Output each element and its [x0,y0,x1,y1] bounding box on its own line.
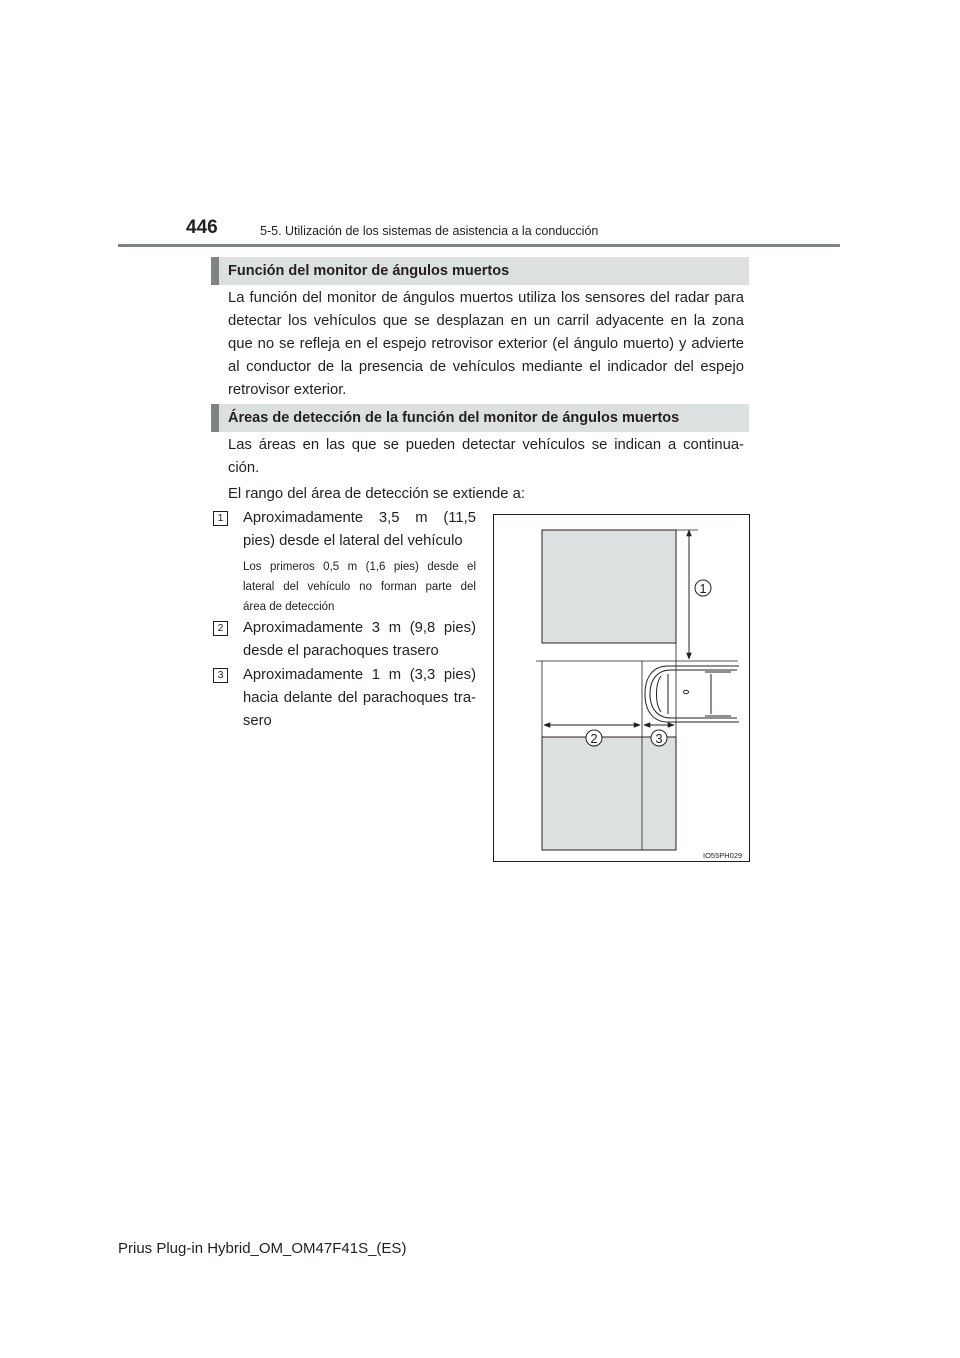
text-line: Aproximadamente 3 m (9,8 pies) [243,620,476,636]
text-line: La función del monitor de ángulos muertos utiliza los sensores del radar para [228,290,744,306]
list-marker-1: 1 [213,511,228,526]
list-item-2 [243,617,476,663]
callout-3-label: 3 [655,731,663,746]
heading-blind-spot-function: Función del monitor de ángulos muertos [211,257,749,285]
list-item-1 [243,507,476,553]
text-line: área de detección [243,601,335,613]
text-line: hacia delante del parachoques tra- [243,690,476,706]
footer-document-id: Prius Plug-in Hybrid_OM_OM47F41S_(ES) [118,1240,407,1257]
text-line: al conductor de la presencia de vehículos mediante el indicador del espejo [228,359,744,375]
list-marker-2: 2 [213,621,228,636]
text-line: Aproximadamente 1 m (3,3 pies) [243,667,476,683]
side-detection-area [542,530,676,643]
text-line: desde el parachoques trasero [243,643,439,659]
text-line: pies) desde el lateral del vehículo [243,533,463,549]
text-line: retrovisor exterior. [228,382,347,398]
diagram-svg [493,514,750,862]
header-rule [118,244,840,247]
callout-2-label: 2 [590,731,598,746]
detection-area-diagram [493,514,750,862]
paragraph-function-description [228,287,744,402]
list-item-3 [243,664,476,733]
paragraph-range [228,483,744,506]
heading-detection-areas: Áreas de detección de la función del monitor de ángulos muertos [211,404,749,432]
callout-1-label: 1 [699,581,707,596]
text-line: Las áreas en las que se pueden detectar vehículos se indican a continua- [228,437,744,453]
text-line: que no se refleja en el espejo retrovisor exterior (el ángulo muerto) y advierte [228,336,744,352]
text-line: sero [243,713,272,729]
rear-detection-area [542,737,676,850]
page-number: 446 [186,217,218,238]
text-line: Aproximadamente 3,5 m (11,5 [243,510,476,526]
text-line: detectar los vehículos que se desplazan en un carril adyacente en la zona [228,313,744,329]
text-line: lateral del vehículo no forman parte del [243,581,476,593]
paragraph-detection-intro [228,434,744,480]
text-line: ción. [228,460,260,476]
image-code: IO55PH029 [703,851,743,860]
text-line: El rango del área de detección se extiende a: [228,486,525,502]
running-header: 5-5. Utilización de los sistemas de asistencia a la conducción [260,224,599,238]
text-line: Los primeros 0,5 m (1,6 pies) desde el [243,561,476,573]
list-marker-3: 3 [213,668,228,683]
list-item-1-note [243,557,476,617]
